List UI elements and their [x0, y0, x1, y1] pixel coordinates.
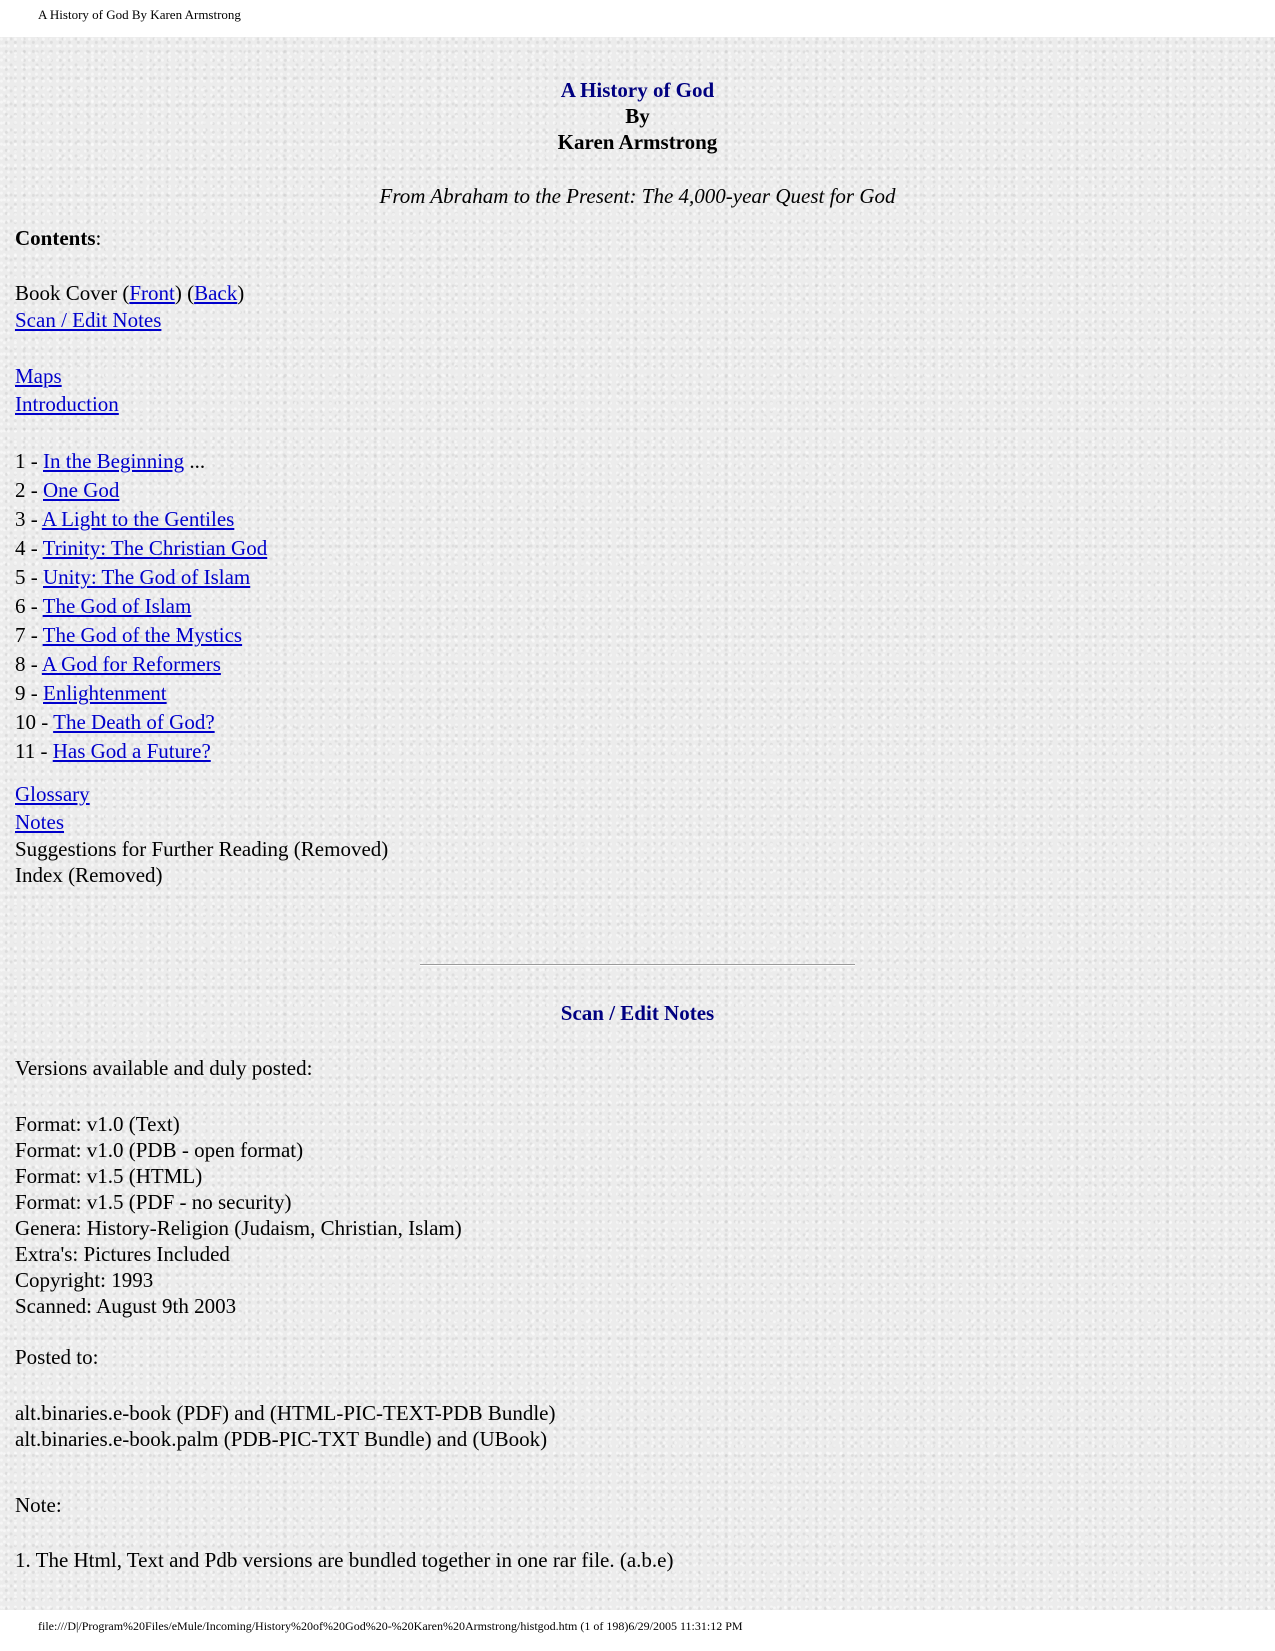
title-block: [0, 77, 1275, 155]
further-reading: Suggestions for Further Reading (Removed): [15, 837, 389, 861]
chapter-number: 8 -: [15, 652, 42, 676]
chapter-number: 2 -: [15, 478, 43, 502]
chapter-link[interactable]: Trinity: The Christian God: [42, 536, 268, 560]
chapter-link[interactable]: In the Beginning: [43, 449, 185, 473]
page-body: [0, 37, 1275, 1610]
chapter-item: [15, 708, 267, 737]
chapter-item: [15, 563, 267, 592]
chapter-item: [15, 505, 267, 534]
chapter-link[interactable]: The God of the Mystics: [42, 623, 243, 647]
detail-line: Format: v1.5 (HTML): [15, 1164, 203, 1188]
posted-list: [15, 1400, 555, 1452]
author-name: Karen Armstrong: [557, 130, 718, 154]
chapter-number: 6 -: [15, 594, 43, 618]
chapter-item: [15, 679, 267, 708]
detail-line: Genera: History-Religion (Judaism, Christian, Islam): [15, 1216, 462, 1240]
book-cover-middle: ) (: [174, 281, 195, 305]
detail-line: Format: v1.0 (PDB - open format): [15, 1138, 304, 1162]
chapter-item: [15, 476, 267, 505]
book-cover-suffix: ): [237, 281, 245, 305]
maps-link[interactable]: Maps: [15, 364, 62, 388]
chapter-link[interactable]: Enlightenment: [43, 681, 167, 705]
chapter-number: 7 -: [15, 623, 43, 647]
book-cover-line: [15, 281, 244, 306]
chapter-item: [15, 534, 267, 563]
chapter-link[interactable]: One God: [43, 478, 120, 502]
chapter-item: [15, 592, 267, 621]
note-label: Note:: [15, 1493, 62, 1517]
glossary-link[interactable]: Glossary: [15, 782, 90, 806]
chapter-number: 10 -: [15, 710, 54, 734]
book-title: A History of God: [560, 78, 715, 102]
chapter-item: [15, 650, 267, 679]
chapter-link[interactable]: Unity: The God of Islam: [43, 565, 251, 589]
chapter-link[interactable]: The Death of God?: [53, 710, 215, 734]
chapter-link[interactable]: A God for Reformers: [41, 652, 221, 676]
chapter-number: 11 -: [15, 739, 53, 763]
posted-newsgroup: alt.binaries.e-book.palm (PDB-PIC-TXT Bundle) and (UBook): [15, 1427, 548, 1451]
chapter-link[interactable]: The God of Islam: [42, 594, 192, 618]
index-entry: Index (Removed): [15, 863, 163, 887]
chapter-number: 5 -: [15, 565, 43, 589]
scan-notes-link[interactable]: Scan / Edit Notes: [15, 308, 162, 332]
chapter-item: [15, 621, 267, 650]
chapter-number: 3 -: [15, 507, 42, 531]
chapter-number: 9 -: [15, 681, 43, 705]
print-header: A History of God By Karen Armstrong: [38, 7, 241, 22]
detail-line: Extra's: Pictures Included: [15, 1242, 230, 1266]
versions-intro: Versions available and duly posted:: [15, 1056, 313, 1080]
detail-line: Copyright: 1993: [15, 1268, 154, 1292]
posted-newsgroup: alt.binaries.e-book (PDF) and (HTML-PIC-TEXT-PDB Bundle): [15, 1401, 556, 1425]
chapter-number: 1 -: [15, 449, 43, 473]
introduction-link[interactable]: Introduction: [15, 392, 119, 416]
chapter-suffix: ...: [184, 449, 206, 473]
book-subtitle: From Abraham to the Present: The 4,000-year Quest for God: [379, 184, 896, 208]
detail-line: Format: v1.0 (Text): [15, 1112, 180, 1136]
back-cover-link[interactable]: Back: [194, 281, 238, 305]
detail-line: Scanned: August 9th 2003: [15, 1294, 237, 1318]
chapter-list: [15, 447, 267, 766]
posted-label: Posted to:: [15, 1345, 99, 1369]
by-label: By: [625, 104, 650, 128]
section-title: Scan / Edit Notes: [560, 1001, 715, 1025]
horizontal-rule: [420, 964, 855, 966]
details-list: [15, 1111, 462, 1319]
detail-line: Format: v1.5 (PDF - no security): [15, 1190, 292, 1214]
front-cover-link[interactable]: Front: [129, 281, 175, 305]
chapter-item: [15, 447, 267, 476]
notes-link[interactable]: Notes: [15, 810, 64, 834]
chapter-link[interactable]: Has God a Future?: [52, 739, 211, 763]
chapter-item: [15, 737, 267, 766]
book-cover-prefix: Book Cover (: [15, 281, 130, 305]
chapter-link[interactable]: A Light to the Gentiles: [41, 507, 235, 531]
contents-heading: [15, 226, 101, 251]
contents-label: Contents: [15, 226, 96, 250]
print-footer: file:///D|/Program%20Files/eMule/Incoming/History%20of%20God%20-%20Karen%20Armstrong/histgod.htm (1 of 198)6/29/2005 11:31:12 PM: [38, 1619, 743, 1633]
contents-colon: :: [95, 226, 102, 250]
chapter-number: 4 -: [15, 536, 43, 560]
note-item: 1. The Html, Text and Pdb versions are bundled together in one rar file. (a.b.e): [15, 1548, 674, 1572]
